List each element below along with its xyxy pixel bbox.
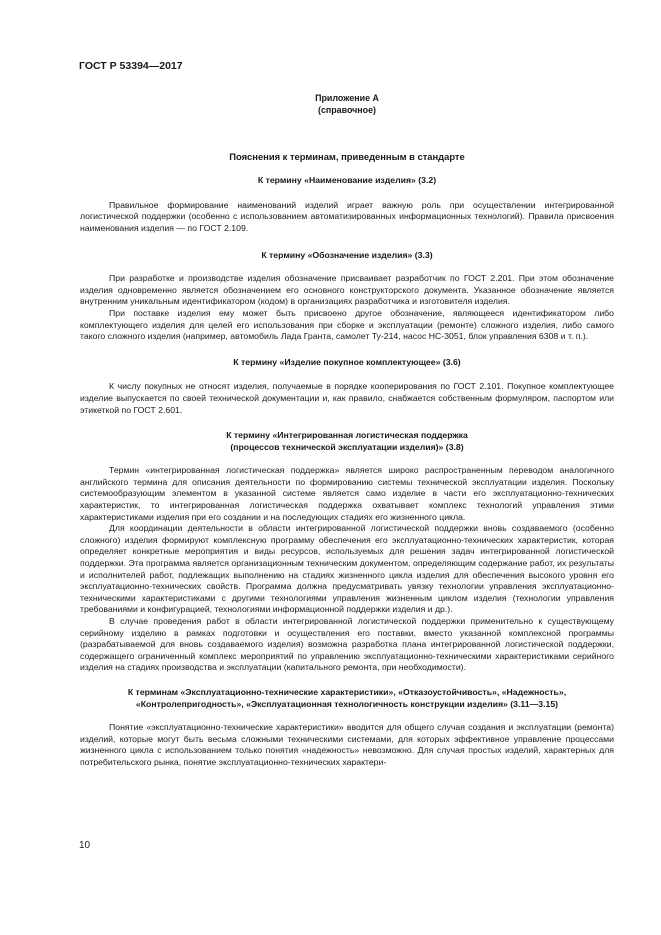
section-heading: К термину «Наименование изделия» (3.2) <box>257 175 437 186</box>
standard-header: ГОСТ Р 53394—2017 <box>79 60 183 72</box>
appendix-label: Приложение А <box>315 93 379 103</box>
page-number: 10 <box>79 840 91 851</box>
section-heading: К термину «Обозначение изделия» (3.3) <box>261 249 433 260</box>
paragraph: В случае проведения работ в области интегрированной логистической поддержки применительно к существующему серийному изделию в рамках подготовки и осуществления его поставки, вместо указанной комплексной программы (разрабатываемой для вновь создаваемого изделия) возможна разработка плана интегрированной логистической поддержки, содержащего ограниченный комплекс мероприятий по управлению эксплуатационно-техническими характеристиками серийного изделия на стадиях производства и эксплуатации (капитального ремонта, при необходимости). <box>80 616 614 673</box>
page-title: Пояснения к терминам, приведенным в стандарте <box>229 151 465 163</box>
page-content <box>80 93 614 769</box>
paragraph: Термин «интегрированная логистическая поддержка» является широко распространенным переводом аналогичного английского термина для описания деятельности по формированию системы технической эксплуатации изделия. Поскольку системообразующим элементом в указанной системе является само изделие в части его эксплуатационно-технических характеристик, то интегрированная логистическая поддержка охватывает комплекс технологий управления этими характеристиками изделия при его создании и на последующих стадиях его жизненного цикла. <box>80 465 614 522</box>
section-heading-line-2: «Контролепригодность», «Эксплуатационная технологичность конструкции изделия» (3.11—3.15) <box>135 698 559 709</box>
paragraph: Понятие «эксплуатационно-технические характеристики» вводится для общего случая создания и эксплуатации (ремонта) изделий, которые могут быть весьма сложными техническими системами, для которых эффективное управление процессами жизненного цикла с использованием только понятия «надежность» невозможно. Для случая простых изделий, характерных для потребительского рынка, понятие эксплуатационно-технических характери- <box>80 722 614 767</box>
appendix-type: (справочное) <box>318 104 376 115</box>
section-heading: К термину «Изделие покупное комплектующее» (3.6) <box>233 356 461 367</box>
paragraph: При поставке изделия ему может быть присвоено другое обозначение, являющееся идентификатором либо комплектующего изделия для целей его использования при сборке и эксплуатации (ремонте) сложного изделия, либо самого такого сложного изделия (например, автомобиль Лада Гранта, самолет Ту-214, насос НС-3051, блок управления 6308 и т. п.). <box>80 307 614 342</box>
section-heading-line-2: (процессов технической эксплуатации изделия)» (3.8) <box>230 441 464 452</box>
paragraph: Для координации деятельности в области интегрированной логистической поддержки вновь создаваемого (особенно сложного) изделия формируют комплексную программу обеспечения его эксплуатационно-технических характеристик, которая определяет конкретные мероприятия и виды ресурсов, используемых для решения задач интегрированной логистической поддержки. Эта программа является организационным техническим документом, определяющим содержание работ, их результаты и исполнителей работ, подлежащих выполнению на стадиях жизненного цикла изделия для обеспечения высокого уровня его эксплуатационно-технических свойств. Программа должна предусматривать увязку технологии управления эксплуатационно-техническими характеристиками с другими технологиями управления жизненным циклом изделия (технологии управления требованиями и конфигурацией, технологиями информационной поддержки изделия и др.). <box>80 523 614 615</box>
section-heading-line-1: К термину «Интегрированная логистическая поддержка <box>226 430 468 441</box>
section-heading-line-1: К терминам «Эксплуатационно-технические характеристики», «Отказоустойчивость», «Надежность», <box>127 686 567 697</box>
paragraph: Правильное формирование наименований изделий играет важную роль при осуществлении интегрированной логистической поддержки (особенно с использованием автоматизированных информационных технологий). Правила присвоения наименования изделия — по ГОСТ 2.109. <box>80 199 614 233</box>
paragraph: К числу покупных не относят изделия, получаемые в порядке кооперирования по ГОСТ 2.101. Покупное комплектующее изделие выпускается по своей технической документации и, как правило, снабжается собственным формуляром, паспортом или этикеткой по ГОСТ 2.601. <box>80 381 614 415</box>
paragraph: При разработке и производстве изделия обозначение присваивает разработчик по ГОСТ 2.201. При этом обозначение изделия одновременно является обозначением его основного конструкторского документа. Указанное обозначение является внутренним уникальным идентификатором (кодом) в организациях разработчика и изготовителя изделия. <box>80 273 614 307</box>
